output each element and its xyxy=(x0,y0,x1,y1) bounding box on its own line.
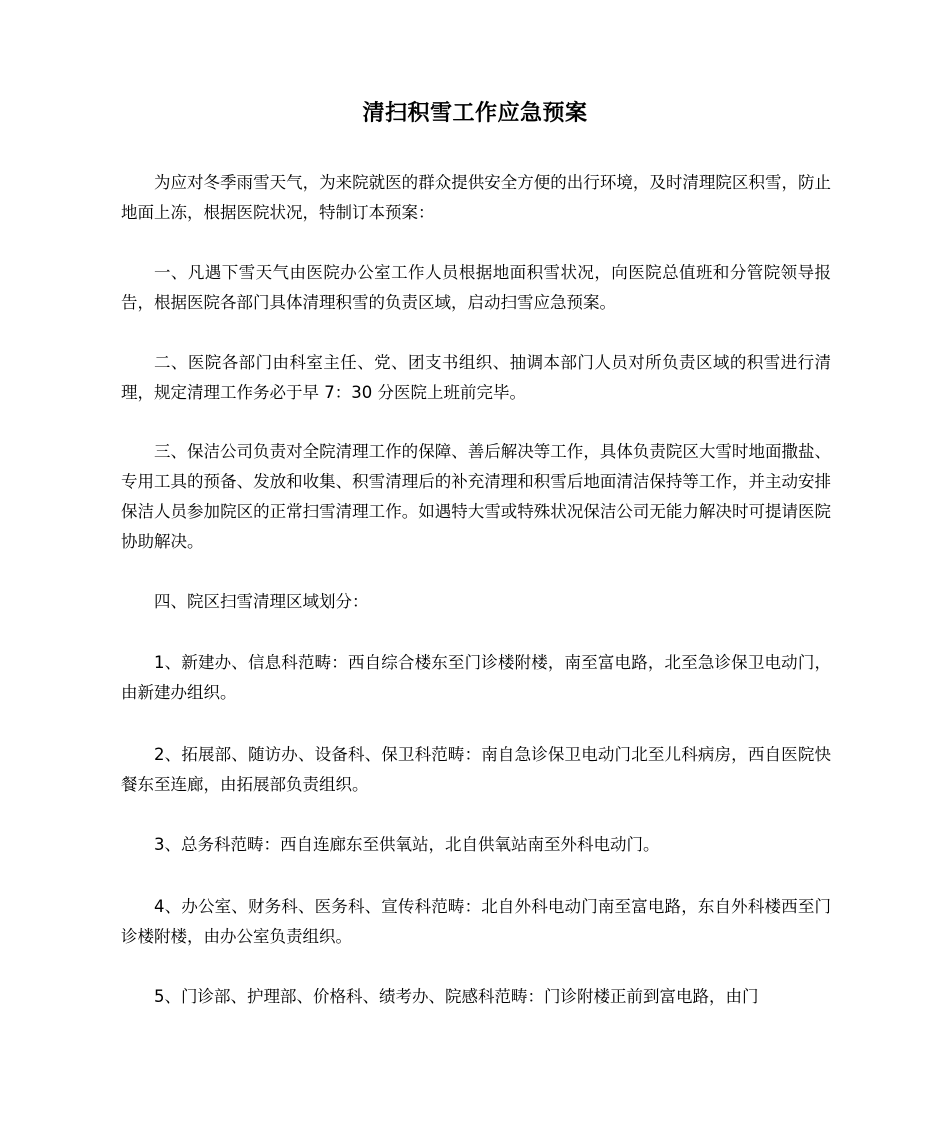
area-4-paragraph: 4、办公室、财务科、医务科、宣传科范畴：北自外科电动门南至富电路，东自外科楼西至门诊楼附楼，由办公室负责组织。 xyxy=(121,897,831,946)
section-4-heading: 四、院区扫雪清理区域划分： xyxy=(154,592,369,611)
area-2-paragraph: 2、拓展部、随访办、设备科、保卫科范畴：南自急诊保卫电动门北至儿科病房，西自医院快餐东至连廊，由拓展部负责组织。 xyxy=(121,745,831,794)
section-3-paragraph: 三、保洁公司负责对全院清理工作的保障、善后解决等工作，具体负责院区大雪时地面撒盐、专用工具的预备、发放和收集、积雪清理后的补充清理和积雪后地面清洁保持等工作，并主动安排保洁人员参加院区的正常扫雪清理工作。如遇特大雪或特殊状况保洁公司无能力解决时可提请医院协助解决。 xyxy=(121,442,831,551)
area-5-paragraph: 5、门诊部、护理部、价格科、绩考办、院感科范畴：门诊附楼正前到富电路，由门 xyxy=(154,987,759,1006)
section-1-paragraph: 一、凡遇下雪天气由医院办公室工作人员根据地面积雪状况，向医院总值班和分管院领导报告，根据医院各部门具体清理积雪的负责区域，启动扫雪应急预案。 xyxy=(121,263,831,312)
area-1-paragraph: 1、新建办、信息科范畴：西自综合楼东至门诊楼附楼，南至富电路，北至急诊保卫电动门，由新建办组织。 xyxy=(121,653,831,702)
document-title: 清扫积雪工作应急预案 xyxy=(362,101,588,126)
area-3-paragraph: 3、总务科范畴：西自连廊东至供氧站，北自供氧站南至外科电动门。 xyxy=(154,835,660,854)
intro-paragraph: 为应对冬季雨雪天气，为来院就医的群众提供安全方便的出行环境，及时清理院区积雪，防止地面上冻，根据医院状况，特制订本预案： xyxy=(121,173,831,222)
section-2-paragraph: 二、医院各部门由科室主任、党、团支书组织、抽调本部门人员对所负责区域的积雪进行清理，规定清理工作务必于早 7：30 分医院上班前完毕。 xyxy=(121,353,831,402)
